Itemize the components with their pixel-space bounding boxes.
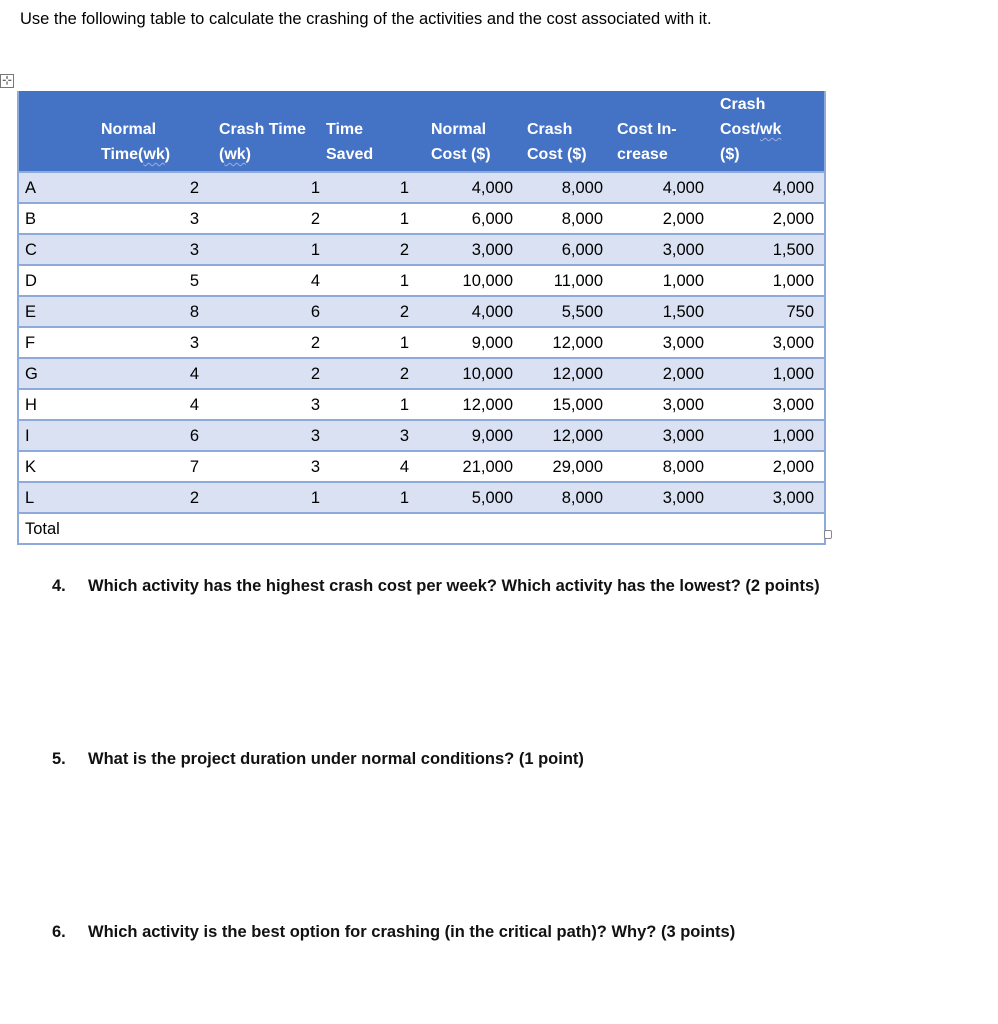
- crash-time-cell: 1: [201, 172, 326, 203]
- question-5: [52, 750, 584, 769]
- crash-time-cell: 3: [201, 389, 326, 420]
- activity-cell: H: [18, 389, 101, 420]
- cost-increase-cell: 1,500: [607, 296, 710, 327]
- activity-cell: G: [18, 358, 101, 389]
- table-resize-handle[interactable]: [824, 530, 832, 539]
- question-number: 5.: [52, 750, 66, 768]
- header-normal-time-line2: [101, 142, 201, 167]
- normal-cost-cell: 9,000: [411, 420, 517, 451]
- intro-text: Use the following table to calculate the crashing of the activities and the cost associated with it.: [20, 10, 712, 28]
- header-cost-increase-line1: Cost In-: [617, 121, 677, 138]
- crash-time-cell: 2: [201, 358, 326, 389]
- header-normal-cost-line2: Cost ($): [431, 146, 491, 163]
- cost-increase-cell: 2,000: [607, 358, 710, 389]
- header-text: ): [164, 146, 171, 163]
- header-normal-time: [101, 91, 201, 172]
- cost-increase-cell: 2,000: [607, 203, 710, 234]
- question-text: Which activity has the highest crash cost per week? Which activity has the lowest? (2 points): [88, 577, 820, 595]
- total-cell[interactable]: [201, 513, 326, 544]
- normal-cost-cell: 10,000: [411, 265, 517, 296]
- header-crash-time-line1: Crash Time: [219, 121, 306, 138]
- activity-cell: K: [18, 451, 101, 482]
- crash-cost-per-wk-cell: 1,000: [710, 358, 825, 389]
- cost-increase-cell: 1,000: [607, 265, 710, 296]
- normal-cost-cell: 10,000: [411, 358, 517, 389]
- time-saved-cell: 1: [326, 327, 411, 358]
- question-number: 4.: [52, 577, 66, 595]
- activity-cell: E: [18, 296, 101, 327]
- total-cell[interactable]: [607, 513, 710, 544]
- header-crash-cost-wk-line1: Crash: [720, 96, 766, 113]
- table-row: [18, 234, 825, 265]
- crash-cost-per-wk-cell: 1,000: [710, 420, 825, 451]
- table-row: [18, 203, 825, 234]
- time-saved-cell: 2: [326, 296, 411, 327]
- time-saved-cell: 1: [326, 172, 411, 203]
- total-cell[interactable]: [326, 513, 411, 544]
- total-cell[interactable]: [710, 513, 825, 544]
- crash-cost-cell: 12,000: [517, 327, 607, 358]
- activity-cell: I: [18, 420, 101, 451]
- normal-time-cell: 2: [101, 482, 201, 513]
- header-text-spellcheck: wk: [224, 146, 246, 163]
- crashing-table: [17, 91, 826, 545]
- table-row: [18, 358, 825, 389]
- crash-cost-cell: 29,000: [517, 451, 607, 482]
- normal-time-cell: 3: [101, 234, 201, 265]
- header-crash-cost-line1: Crash: [527, 121, 573, 138]
- time-saved-cell: 1: [326, 482, 411, 513]
- table-move-handle-icon[interactable]: ⊹: [1, 73, 13, 87]
- crash-cost-cell: 12,000: [517, 358, 607, 389]
- crash-time-cell: 4: [201, 265, 326, 296]
- crash-time-cell: 2: [201, 203, 326, 234]
- normal-time-cell: 4: [101, 358, 201, 389]
- question-text: What is the project duration under normal conditions? (1 point): [88, 750, 584, 768]
- table-row: [18, 420, 825, 451]
- header-text: ): [245, 146, 251, 163]
- activity-cell: F: [18, 327, 101, 358]
- header-text-spellcheck: wk: [143, 146, 165, 163]
- header-crash-cost-wk-line2: [720, 117, 824, 142]
- table-row: [18, 482, 825, 513]
- time-saved-cell: 1: [326, 203, 411, 234]
- question-number: 6.: [52, 923, 66, 941]
- header-time-saved: [326, 91, 411, 172]
- crash-time-cell: 3: [201, 420, 326, 451]
- table-row: [18, 172, 825, 203]
- table-row: [18, 389, 825, 420]
- normal-time-cell: 6: [101, 420, 201, 451]
- normal-time-cell: 3: [101, 203, 201, 234]
- crash-cost-per-wk-cell: 3,000: [710, 482, 825, 513]
- time-saved-cell: 3: [326, 420, 411, 451]
- crash-cost-cell: 15,000: [517, 389, 607, 420]
- activity-cell: D: [18, 265, 101, 296]
- header-cost-increase-line2: crease: [617, 146, 668, 163]
- header-crash-cost-wk-line3: ($): [720, 146, 740, 163]
- normal-cost-cell: 12,000: [411, 389, 517, 420]
- cost-increase-cell: 3,000: [607, 234, 710, 265]
- normal-time-cell: 8: [101, 296, 201, 327]
- table-row: [18, 265, 825, 296]
- header-crash-cost-line2: Cost ($): [527, 146, 587, 163]
- normal-cost-cell: 6,000: [411, 203, 517, 234]
- normal-time-cell: 3: [101, 327, 201, 358]
- time-saved-cell: 1: [326, 265, 411, 296]
- normal-cost-cell: 4,000: [411, 296, 517, 327]
- crash-time-cell: 1: [201, 482, 326, 513]
- normal-time-cell: 7: [101, 451, 201, 482]
- header-text: Time(: [101, 146, 144, 163]
- header-normal-cost-line1: Normal: [431, 121, 487, 138]
- table-row: [18, 296, 825, 327]
- cost-increase-cell: 4,000: [607, 172, 710, 203]
- question-6: [52, 923, 735, 942]
- crash-cost-cell: 8,000: [517, 482, 607, 513]
- normal-cost-cell: 9,000: [411, 327, 517, 358]
- crash-cost-per-wk-cell: 750: [710, 296, 825, 327]
- table-total-row: [18, 513, 825, 544]
- table-header-row: [18, 91, 825, 172]
- crash-cost-cell: 8,000: [517, 172, 607, 203]
- normal-cost-cell: 5,000: [411, 482, 517, 513]
- crash-time-cell: 2: [201, 327, 326, 358]
- activity-cell: C: [18, 234, 101, 265]
- header-text-spellcheck: wk: [760, 121, 782, 138]
- header-normal-time-line1: Normal: [101, 121, 157, 138]
- crash-cost-cell: 8,000: [517, 203, 607, 234]
- crash-cost-cell: 12,000: [517, 420, 607, 451]
- table-row: [18, 327, 825, 358]
- crash-cost-per-wk-cell: 1,000: [710, 265, 825, 296]
- header-text: (: [219, 146, 225, 163]
- crash-cost-cell: 5,500: [517, 296, 607, 327]
- activity-cell: A: [18, 172, 101, 203]
- crash-time-cell: 3: [201, 451, 326, 482]
- crash-cost-per-wk-cell: 3,000: [710, 389, 825, 420]
- cost-increase-cell: 3,000: [607, 327, 710, 358]
- normal-time-cell: 2: [101, 172, 201, 203]
- crash-cost-per-wk-cell: 2,000: [710, 451, 825, 482]
- header-crash-time: [201, 91, 326, 172]
- crash-cost-per-wk-cell: 1,500: [710, 234, 825, 265]
- normal-cost-cell: 4,000: [411, 172, 517, 203]
- total-label: Total: [18, 513, 101, 544]
- crash-cost-per-wk-cell: 2,000: [710, 203, 825, 234]
- normal-time-cell: 5: [101, 265, 201, 296]
- cost-increase-cell: 8,000: [607, 451, 710, 482]
- table-row: [18, 451, 825, 482]
- crash-cost-per-wk-cell: 3,000: [710, 327, 825, 358]
- question-4: [52, 577, 820, 596]
- header-cost-increase: [607, 91, 710, 172]
- header-time-saved-line1: Time: [326, 121, 364, 138]
- time-saved-cell: 1: [326, 389, 411, 420]
- cost-increase-cell: 3,000: [607, 420, 710, 451]
- cost-increase-cell: 3,000: [607, 389, 710, 420]
- header-activity: [18, 91, 101, 172]
- header-normal-cost: [411, 91, 517, 172]
- total-cell[interactable]: [517, 513, 607, 544]
- header-crash-cost: [517, 91, 607, 172]
- time-saved-cell: 4: [326, 451, 411, 482]
- header-crash-cost-per-wk: [710, 91, 825, 172]
- crash-cost-cell: 11,000: [517, 265, 607, 296]
- question-text: Which activity is the best option for crashing (in the critical path)? Why? (3 points): [88, 923, 736, 941]
- header-time-saved-line2: Saved: [326, 146, 374, 163]
- total-cell[interactable]: [101, 513, 201, 544]
- normal-cost-cell: 21,000: [411, 451, 517, 482]
- time-saved-cell: 2: [326, 358, 411, 389]
- normal-time-cell: 4: [101, 389, 201, 420]
- crash-time-cell: 1: [201, 234, 326, 265]
- total-cell[interactable]: [411, 513, 517, 544]
- cost-increase-cell: 3,000: [607, 482, 710, 513]
- normal-cost-cell: 3,000: [411, 234, 517, 265]
- crash-cost-cell: 6,000: [517, 234, 607, 265]
- time-saved-cell: 2: [326, 234, 411, 265]
- activity-cell: B: [18, 203, 101, 234]
- crash-time-cell: 6: [201, 296, 326, 327]
- activity-cell: L: [18, 482, 101, 513]
- header-text: Cost/: [720, 121, 760, 138]
- crash-cost-per-wk-cell: 4,000: [710, 172, 825, 203]
- header-crash-time-line2: [219, 142, 326, 167]
